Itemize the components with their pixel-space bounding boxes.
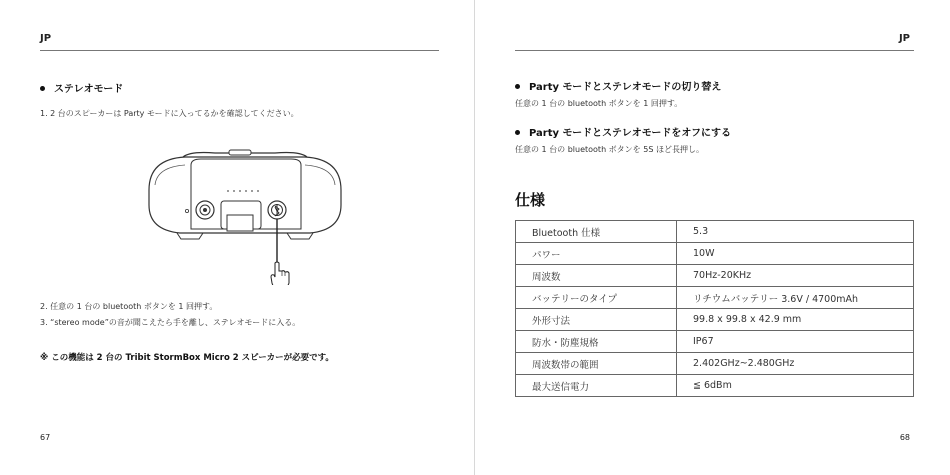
bullet-icon: [40, 86, 45, 91]
pointing-hand-icon: [271, 262, 289, 285]
stereo-mode-heading: [40, 80, 123, 95]
power-button-icon: [196, 201, 214, 219]
spec-row: [516, 375, 914, 397]
spec-value: 2.402GHz~2.480GHz: [677, 353, 914, 375]
step-1-text: 1. 2 台のスピーカーは Party モードに入ってるかを確認してください。: [40, 109, 299, 118]
spec-value: ≦ 6dBm: [677, 375, 914, 397]
header-rule: [515, 50, 914, 51]
spec-row: [516, 287, 914, 309]
spec-row: [516, 331, 914, 353]
spec-value: リチウムバッテリー 3.6V / 4700mAh: [677, 287, 914, 309]
spec-label: 外形寸法: [516, 309, 677, 331]
bluetooth-icon: [268, 201, 286, 219]
spec-label: バッテリーのタイプ: [516, 287, 677, 309]
switch-mode-heading-text: Party モードとステレオモードの切り替え: [529, 82, 722, 93]
mode-off-text: 任意の 1 台の bluetooth ボタンを 5S ほど長押し。: [515, 145, 704, 154]
spec-value: IP67: [677, 331, 914, 353]
speaker-side-view-illustration: [145, 145, 345, 289]
spec-table: [515, 220, 914, 397]
switch-mode-heading: [515, 78, 721, 93]
spec-label: 周波数帯の範囲: [516, 353, 677, 375]
spec-value: 70Hz-20KHz: [677, 265, 914, 287]
spec-title: 仕様: [515, 191, 546, 209]
spec-value: 5.3: [677, 221, 914, 243]
spec-label: 周波数: [516, 265, 677, 287]
right-page: [475, 0, 950, 475]
mode-off-heading: [515, 124, 731, 139]
switch-mode-text: 任意の 1 台の bluetooth ボタンを 1 回押す。: [515, 99, 683, 108]
step-2-text: 2. 任意の 1 台の bluetooth ボタンを 1 回押す。: [40, 302, 218, 311]
page-number: 68: [899, 433, 910, 442]
mode-off-heading-text: Party モードとステレオモードをオフにする: [529, 128, 732, 139]
step-3-text: 3. “stereo mode”の音が聞こえたら手を離し、ステレオモードに入る。: [40, 318, 301, 327]
stereo-mode-heading-text: ステレオモード: [54, 84, 124, 95]
spec-value: 99.8 x 99.8 x 42.9 mm: [677, 309, 914, 331]
spec-row: [516, 221, 914, 243]
spec-value: 10W: [677, 243, 914, 265]
spec-row: [516, 353, 914, 375]
spec-label: パワー: [516, 243, 677, 265]
spec-label: 防水・防塵規格: [516, 331, 677, 353]
language-label: JP: [40, 33, 52, 44]
requirement-note: ※ この機能は 2 台の Tribit StormBox Micro 2 スピーカーが必要です。: [40, 353, 334, 363]
spec-label: Bluetooth 仕様: [516, 221, 677, 243]
bullet-icon: [515, 130, 520, 135]
spec-row: [516, 243, 914, 265]
header-rule: [40, 50, 439, 51]
page-number: 67: [40, 433, 51, 442]
bullet-icon: [515, 84, 520, 89]
language-label: JP: [898, 33, 910, 44]
spec-row: [516, 309, 914, 331]
spec-label: 最大送信電力: [516, 375, 677, 397]
spec-row: [516, 265, 914, 287]
